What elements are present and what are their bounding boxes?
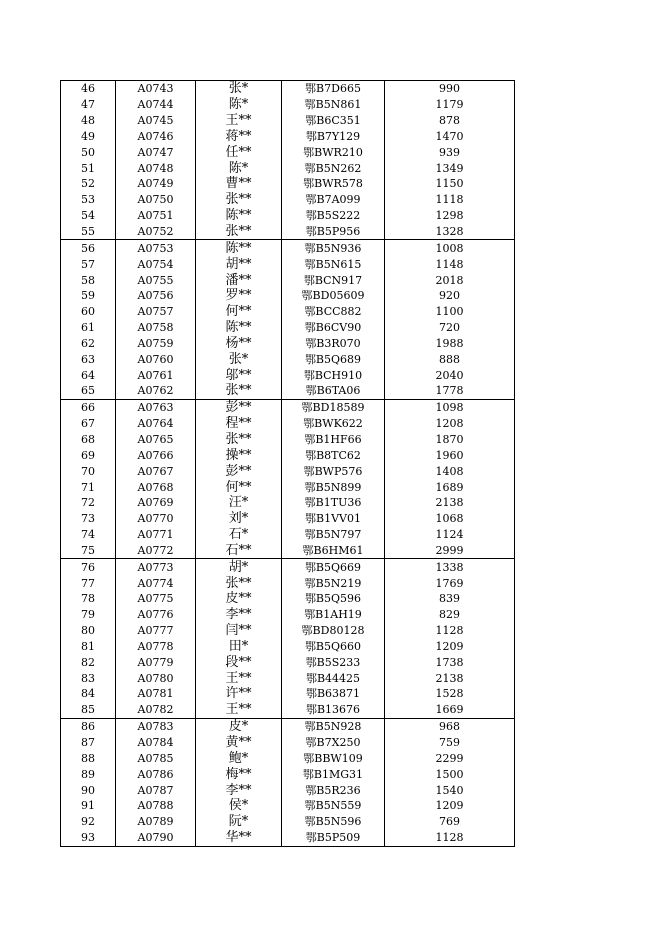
table-row xyxy=(61,81,515,97)
name-cell[interactable]: 许** xyxy=(196,686,282,702)
row-number-cell[interactable]: 88 xyxy=(61,750,116,766)
code-cell[interactable]: A0772 xyxy=(116,542,196,558)
row-number-cell[interactable]: 78 xyxy=(61,591,116,607)
name-cell[interactable]: 张** xyxy=(196,224,282,240)
plate-cell[interactable]: 鄂B1AH19 xyxy=(282,607,385,623)
plate-cell[interactable]: 鄂BD80128 xyxy=(282,623,385,639)
plate-cell[interactable]: 鄂B5N797 xyxy=(282,527,385,543)
row-number-cell[interactable]: 55 xyxy=(61,224,116,240)
table-row xyxy=(61,208,515,224)
name-cell[interactable]: 王** xyxy=(196,113,282,129)
table-row xyxy=(61,798,515,814)
code-cell[interactable]: A0789 xyxy=(116,814,196,830)
amount-cell[interactable]: 1124 xyxy=(385,527,515,543)
table-row xyxy=(61,702,515,718)
row-number-cell[interactable]: 53 xyxy=(61,192,116,208)
plate-cell[interactable]: 鄂B6HM61 xyxy=(282,542,385,558)
name-cell[interactable]: 任** xyxy=(196,144,282,160)
code-cell[interactable]: A0779 xyxy=(116,654,196,670)
amount-cell[interactable]: 1068 xyxy=(385,511,515,527)
row-number-cell[interactable]: 72 xyxy=(61,495,116,511)
amount-cell[interactable]: 888 xyxy=(385,351,515,367)
name-cell[interactable]: 鲍* xyxy=(196,750,282,766)
code-cell[interactable]: A0785 xyxy=(116,750,196,766)
name-cell[interactable]: 陈** xyxy=(196,320,282,336)
row-number-cell[interactable]: 74 xyxy=(61,527,116,543)
name-cell[interactable]: 刘* xyxy=(196,511,282,527)
row-number-cell[interactable]: 50 xyxy=(61,144,116,160)
name-cell[interactable]: 胡** xyxy=(196,256,282,272)
table-row xyxy=(61,192,515,208)
table-row xyxy=(61,144,515,160)
table-row xyxy=(61,718,515,734)
name-cell[interactable]: 张** xyxy=(196,192,282,208)
name-cell[interactable]: 张** xyxy=(196,383,282,399)
plate-cell[interactable]: 鄂B5Q669 xyxy=(282,559,385,575)
name-cell[interactable]: 石** xyxy=(196,542,282,558)
data-table xyxy=(60,80,515,847)
table-row xyxy=(61,240,515,256)
code-cell[interactable]: A0776 xyxy=(116,607,196,623)
amount-cell[interactable]: 2040 xyxy=(385,367,515,383)
code-cell[interactable]: A0782 xyxy=(116,702,196,718)
plate-cell[interactable]: 鄂B5N615 xyxy=(282,256,385,272)
code-cell[interactable]: A0754 xyxy=(116,256,196,272)
row-number-cell[interactable]: 54 xyxy=(61,208,116,224)
row-number-cell[interactable]: 52 xyxy=(61,176,116,192)
plate-cell[interactable]: 鄂B5N262 xyxy=(282,160,385,176)
name-cell[interactable]: 张** xyxy=(196,575,282,591)
table-row xyxy=(61,463,515,479)
table-row xyxy=(61,447,515,463)
name-cell[interactable]: 段** xyxy=(196,654,282,670)
code-cell[interactable]: A0778 xyxy=(116,639,196,655)
name-cell[interactable]: 梅** xyxy=(196,766,282,782)
plate-cell[interactable]: 鄂BCN917 xyxy=(282,272,385,288)
name-cell[interactable]: 张** xyxy=(196,432,282,448)
code-cell[interactable]: A0767 xyxy=(116,463,196,479)
plate-cell[interactable]: 鄂B5N219 xyxy=(282,575,385,591)
code-cell[interactable]: A0783 xyxy=(116,718,196,734)
plate-cell[interactable]: 鄂B5R236 xyxy=(282,782,385,798)
code-cell[interactable]: A0762 xyxy=(116,383,196,399)
row-number-cell[interactable]: 48 xyxy=(61,113,116,129)
amount-cell[interactable]: 2018 xyxy=(385,272,515,288)
amount-cell[interactable]: 920 xyxy=(385,288,515,304)
plate-cell[interactable]: 鄂BBW109 xyxy=(282,750,385,766)
table-row xyxy=(61,336,515,352)
code-cell[interactable]: A0769 xyxy=(116,495,196,511)
name-cell[interactable]: 阮* xyxy=(196,814,282,830)
name-cell[interactable]: 华** xyxy=(196,830,282,846)
plate-cell[interactable]: 鄂BCH910 xyxy=(282,367,385,383)
row-number-cell[interactable]: 65 xyxy=(61,383,116,399)
amount-cell[interactable]: 1209 xyxy=(385,639,515,655)
code-cell[interactable]: A0763 xyxy=(116,399,196,415)
code-cell[interactable]: A0764 xyxy=(116,416,196,432)
table-row xyxy=(61,607,515,623)
row-number-cell[interactable]: 87 xyxy=(61,735,116,751)
code-cell[interactable]: A0766 xyxy=(116,447,196,463)
amount-cell[interactable]: 2299 xyxy=(385,750,515,766)
name-cell[interactable]: 罗** xyxy=(196,288,282,304)
code-cell[interactable]: A0760 xyxy=(116,351,196,367)
plate-cell[interactable]: 鄂B1VV01 xyxy=(282,511,385,527)
amount-cell[interactable]: 1689 xyxy=(385,479,515,495)
plate-cell[interactable]: 鄂B5Q689 xyxy=(282,351,385,367)
plate-cell[interactable]: 鄂B7A099 xyxy=(282,192,385,208)
amount-cell[interactable]: 1298 xyxy=(385,208,515,224)
table-row xyxy=(61,272,515,288)
row-number-cell[interactable]: 56 xyxy=(61,240,116,256)
table-row xyxy=(61,495,515,511)
amount-cell[interactable]: 1349 xyxy=(385,160,515,176)
row-number-cell[interactable]: 60 xyxy=(61,304,116,320)
table-row xyxy=(61,830,515,846)
plate-cell[interactable]: 鄂B6TA06 xyxy=(282,383,385,399)
name-cell[interactable]: 胡* xyxy=(196,559,282,575)
row-number-cell[interactable]: 61 xyxy=(61,320,116,336)
row-number-cell[interactable]: 69 xyxy=(61,447,116,463)
amount-cell[interactable]: 1769 xyxy=(385,575,515,591)
code-cell[interactable]: A0759 xyxy=(116,336,196,352)
name-cell[interactable]: 闫** xyxy=(196,623,282,639)
amount-cell[interactable]: 2138 xyxy=(385,670,515,686)
table-row xyxy=(61,176,515,192)
table-row xyxy=(61,432,515,448)
table-row xyxy=(61,814,515,830)
table-row xyxy=(61,320,515,336)
code-cell[interactable]: A0745 xyxy=(116,113,196,129)
row-number-cell[interactable]: 64 xyxy=(61,367,116,383)
row-number-cell[interactable]: 66 xyxy=(61,399,116,415)
table-row xyxy=(61,750,515,766)
code-cell[interactable]: A0748 xyxy=(116,160,196,176)
row-number-cell[interactable]: 58 xyxy=(61,272,116,288)
plate-cell[interactable]: 鄂B7X250 xyxy=(282,735,385,751)
code-cell[interactable]: A0777 xyxy=(116,623,196,639)
amount-cell[interactable]: 1540 xyxy=(385,782,515,798)
row-number-cell[interactable]: 93 xyxy=(61,830,116,846)
code-cell[interactable]: A0744 xyxy=(116,97,196,113)
plate-cell[interactable]: 鄂B5Q596 xyxy=(282,591,385,607)
code-cell[interactable]: A0746 xyxy=(116,129,196,145)
code-cell[interactable]: A0781 xyxy=(116,686,196,702)
plate-cell[interactable]: 鄂B44425 xyxy=(282,670,385,686)
table-row xyxy=(61,527,515,543)
name-cell[interactable]: 陈* xyxy=(196,97,282,113)
table-row xyxy=(61,559,515,575)
code-cell[interactable]: A0784 xyxy=(116,735,196,751)
code-cell[interactable]: A0788 xyxy=(116,798,196,814)
row-number-cell[interactable]: 51 xyxy=(61,160,116,176)
table-row xyxy=(61,304,515,320)
code-cell[interactable]: A0775 xyxy=(116,591,196,607)
amount-cell[interactable]: 720 xyxy=(385,320,515,336)
amount-cell[interactable]: 1960 xyxy=(385,447,515,463)
code-cell[interactable]: A0790 xyxy=(116,830,196,846)
amount-cell[interactable]: 990 xyxy=(385,81,515,97)
plate-cell[interactable]: 鄂B13676 xyxy=(282,702,385,718)
table-row xyxy=(61,670,515,686)
table-row xyxy=(61,256,515,272)
row-number-cell[interactable]: 80 xyxy=(61,623,116,639)
amount-cell[interactable]: 968 xyxy=(385,718,515,734)
name-cell[interactable]: 彭** xyxy=(196,399,282,415)
code-cell[interactable]: A0774 xyxy=(116,575,196,591)
plate-cell[interactable]: 鄂B5N596 xyxy=(282,814,385,830)
name-cell[interactable]: 王** xyxy=(196,670,282,686)
row-number-cell[interactable]: 91 xyxy=(61,798,116,814)
code-cell[interactable]: A0770 xyxy=(116,511,196,527)
plate-cell[interactable]: 鄂BD05609 xyxy=(282,288,385,304)
table-row xyxy=(61,591,515,607)
row-number-cell[interactable]: 76 xyxy=(61,559,116,575)
amount-cell[interactable]: 1098 xyxy=(385,399,515,415)
plate-cell[interactable]: 鄂B7Y129 xyxy=(282,129,385,145)
plate-cell[interactable]: 鄂B5S233 xyxy=(282,654,385,670)
plate-cell[interactable]: 鄂B5N559 xyxy=(282,798,385,814)
name-cell[interactable]: 李** xyxy=(196,607,282,623)
name-cell[interactable]: 陈** xyxy=(196,208,282,224)
name-cell[interactable]: 彭** xyxy=(196,463,282,479)
table-row xyxy=(61,654,515,670)
table-row xyxy=(61,160,515,176)
row-number-cell[interactable]: 59 xyxy=(61,288,116,304)
name-cell[interactable]: 陈* xyxy=(196,160,282,176)
table-row xyxy=(61,113,515,129)
plate-cell[interactable]: 鄂BWP576 xyxy=(282,463,385,479)
code-cell[interactable]: A0786 xyxy=(116,766,196,782)
row-number-cell[interactable]: 67 xyxy=(61,416,116,432)
plate-cell[interactable]: 鄂B8TC62 xyxy=(282,447,385,463)
name-cell[interactable]: 操** xyxy=(196,447,282,463)
code-cell[interactable]: A0750 xyxy=(116,192,196,208)
name-cell[interactable]: 程** xyxy=(196,416,282,432)
name-cell[interactable]: 杨** xyxy=(196,336,282,352)
amount-cell[interactable]: 1408 xyxy=(385,463,515,479)
amount-cell[interactable]: 1988 xyxy=(385,336,515,352)
name-cell[interactable]: 何** xyxy=(196,479,282,495)
code-cell[interactable]: A0761 xyxy=(116,367,196,383)
row-number-cell[interactable]: 81 xyxy=(61,639,116,655)
amount-cell[interactable]: 829 xyxy=(385,607,515,623)
row-number-cell[interactable]: 90 xyxy=(61,782,116,798)
code-cell[interactable]: A0773 xyxy=(116,559,196,575)
name-cell[interactable]: 何** xyxy=(196,304,282,320)
table-row xyxy=(61,542,515,558)
row-number-cell[interactable]: 70 xyxy=(61,463,116,479)
table-row xyxy=(61,479,515,495)
amount-cell[interactable]: 1100 xyxy=(385,304,515,320)
row-number-cell[interactable]: 77 xyxy=(61,575,116,591)
row-number-cell[interactable]: 46 xyxy=(61,81,116,97)
table-row xyxy=(61,367,515,383)
name-cell[interactable]: 侯* xyxy=(196,798,282,814)
amount-cell[interactable]: 1118 xyxy=(385,192,515,208)
amount-cell[interactable]: 1870 xyxy=(385,432,515,448)
code-cell[interactable]: A0753 xyxy=(116,240,196,256)
plate-cell[interactable]: 鄂BWR210 xyxy=(282,144,385,160)
code-cell[interactable]: A0752 xyxy=(116,224,196,240)
name-cell[interactable]: 曹** xyxy=(196,176,282,192)
row-number-cell[interactable]: 63 xyxy=(61,351,116,367)
amount-cell[interactable]: 1778 xyxy=(385,383,515,399)
plate-cell[interactable]: 鄂B6CV90 xyxy=(282,320,385,336)
table-row xyxy=(61,383,515,399)
code-cell[interactable]: A0756 xyxy=(116,288,196,304)
code-cell[interactable]: A0758 xyxy=(116,320,196,336)
name-cell[interactable]: 潘** xyxy=(196,272,282,288)
row-number-cell[interactable]: 79 xyxy=(61,607,116,623)
amount-cell[interactable]: 1500 xyxy=(385,766,515,782)
table-row xyxy=(61,686,515,702)
table-row xyxy=(61,623,515,639)
name-cell[interactable]: 陈** xyxy=(196,240,282,256)
plate-cell[interactable]: 鄂BCC882 xyxy=(282,304,385,320)
amount-cell[interactable]: 1528 xyxy=(385,686,515,702)
plate-cell[interactable]: 鄂B5S222 xyxy=(282,208,385,224)
plate-cell[interactable]: 鄂B5N936 xyxy=(282,240,385,256)
table-row xyxy=(61,97,515,113)
name-cell[interactable]: 皮** xyxy=(196,591,282,607)
amount-cell[interactable]: 878 xyxy=(385,113,515,129)
row-number-cell[interactable]: 82 xyxy=(61,654,116,670)
plate-cell[interactable]: 鄂B5N899 xyxy=(282,479,385,495)
code-cell[interactable]: A0771 xyxy=(116,527,196,543)
plate-cell[interactable]: 鄂B3R070 xyxy=(282,336,385,352)
table-row xyxy=(61,129,515,145)
plate-cell[interactable]: 鄂B1MG31 xyxy=(282,766,385,782)
table-body xyxy=(61,81,515,847)
row-number-cell[interactable]: 57 xyxy=(61,256,116,272)
code-cell[interactable]: A0768 xyxy=(116,479,196,495)
plate-cell[interactable]: 鄂B5P956 xyxy=(282,224,385,240)
amount-cell[interactable]: 1128 xyxy=(385,830,515,846)
plate-cell[interactable]: 鄂B63871 xyxy=(282,686,385,702)
plate-cell[interactable]: 鄂B7D665 xyxy=(282,81,385,97)
row-number-cell[interactable]: 71 xyxy=(61,479,116,495)
code-cell[interactable]: A0751 xyxy=(116,208,196,224)
plate-cell[interactable]: 鄂B1HF66 xyxy=(282,432,385,448)
name-cell[interactable]: 张* xyxy=(196,351,282,367)
name-cell[interactable]: 邬** xyxy=(196,367,282,383)
amount-cell[interactable]: 939 xyxy=(385,144,515,160)
plate-cell[interactable]: 鄂B5N928 xyxy=(282,718,385,734)
amount-cell[interactable]: 1148 xyxy=(385,256,515,272)
table-row xyxy=(61,511,515,527)
name-cell[interactable]: 李** xyxy=(196,782,282,798)
code-cell[interactable]: A0743 xyxy=(116,81,196,97)
row-number-cell[interactable]: 75 xyxy=(61,542,116,558)
table-row xyxy=(61,766,515,782)
table-row xyxy=(61,735,515,751)
row-number-cell[interactable]: 62 xyxy=(61,336,116,352)
amount-cell[interactable]: 1470 xyxy=(385,129,515,145)
plate-cell[interactable]: 鄂BD18589 xyxy=(282,399,385,415)
amount-cell[interactable]: 1738 xyxy=(385,654,515,670)
amount-cell[interactable]: 1128 xyxy=(385,623,515,639)
amount-cell[interactable]: 759 xyxy=(385,735,515,751)
name-cell[interactable]: 蒋** xyxy=(196,129,282,145)
code-cell[interactable]: A0747 xyxy=(116,144,196,160)
name-cell[interactable]: 石* xyxy=(196,527,282,543)
plate-cell[interactable]: 鄂B5P509 xyxy=(282,830,385,846)
amount-cell[interactable]: 2138 xyxy=(385,495,515,511)
row-number-cell[interactable]: 85 xyxy=(61,702,116,718)
amount-cell[interactable]: 1209 xyxy=(385,798,515,814)
row-number-cell[interactable]: 84 xyxy=(61,686,116,702)
name-cell[interactable]: 王** xyxy=(196,702,282,718)
amount-cell[interactable]: 839 xyxy=(385,591,515,607)
amount-cell[interactable]: 1208 xyxy=(385,416,515,432)
plate-cell[interactable]: 鄂BWR578 xyxy=(282,176,385,192)
table-row xyxy=(61,224,515,240)
table-row xyxy=(61,351,515,367)
table-row xyxy=(61,399,515,415)
amount-cell[interactable]: 769 xyxy=(385,814,515,830)
code-cell[interactable]: A0757 xyxy=(116,304,196,320)
row-number-cell[interactable]: 73 xyxy=(61,511,116,527)
name-cell[interactable]: 黄** xyxy=(196,735,282,751)
row-number-cell[interactable]: 47 xyxy=(61,97,116,113)
plate-cell[interactable]: 鄂B5Q660 xyxy=(282,639,385,655)
name-cell[interactable]: 汪* xyxy=(196,495,282,511)
name-cell[interactable]: 田* xyxy=(196,639,282,655)
plate-cell[interactable]: 鄂BWK622 xyxy=(282,416,385,432)
name-cell[interactable]: 皮* xyxy=(196,718,282,734)
table-row xyxy=(61,288,515,304)
row-number-cell[interactable]: 89 xyxy=(61,766,116,782)
spreadsheet xyxy=(60,80,514,847)
code-cell[interactable]: A0749 xyxy=(116,176,196,192)
row-number-cell[interactable]: 86 xyxy=(61,718,116,734)
row-number-cell[interactable]: 68 xyxy=(61,432,116,448)
code-cell[interactable]: A0765 xyxy=(116,432,196,448)
plate-cell[interactable]: 鄂B5N861 xyxy=(282,97,385,113)
amount-cell[interactable]: 2999 xyxy=(385,542,515,558)
table-row xyxy=(61,782,515,798)
row-number-cell[interactable]: 92 xyxy=(61,814,116,830)
row-number-cell[interactable]: 83 xyxy=(61,670,116,686)
amount-cell[interactable]: 1669 xyxy=(385,702,515,718)
code-cell[interactable]: A0755 xyxy=(116,272,196,288)
name-cell[interactable]: 张* xyxy=(196,81,282,97)
amount-cell[interactable]: 1008 xyxy=(385,240,515,256)
table-row xyxy=(61,639,515,655)
table-row xyxy=(61,575,515,591)
plate-cell[interactable]: 鄂B6C351 xyxy=(282,113,385,129)
code-cell[interactable]: A0780 xyxy=(116,670,196,686)
amount-cell[interactable]: 1338 xyxy=(385,559,515,575)
code-cell[interactable]: A0787 xyxy=(116,782,196,798)
plate-cell[interactable]: 鄂B1TU36 xyxy=(282,495,385,511)
amount-cell[interactable]: 1179 xyxy=(385,97,515,113)
amount-cell[interactable]: 1150 xyxy=(385,176,515,192)
amount-cell[interactable]: 1328 xyxy=(385,224,515,240)
row-number-cell[interactable]: 49 xyxy=(61,129,116,145)
table-row xyxy=(61,416,515,432)
